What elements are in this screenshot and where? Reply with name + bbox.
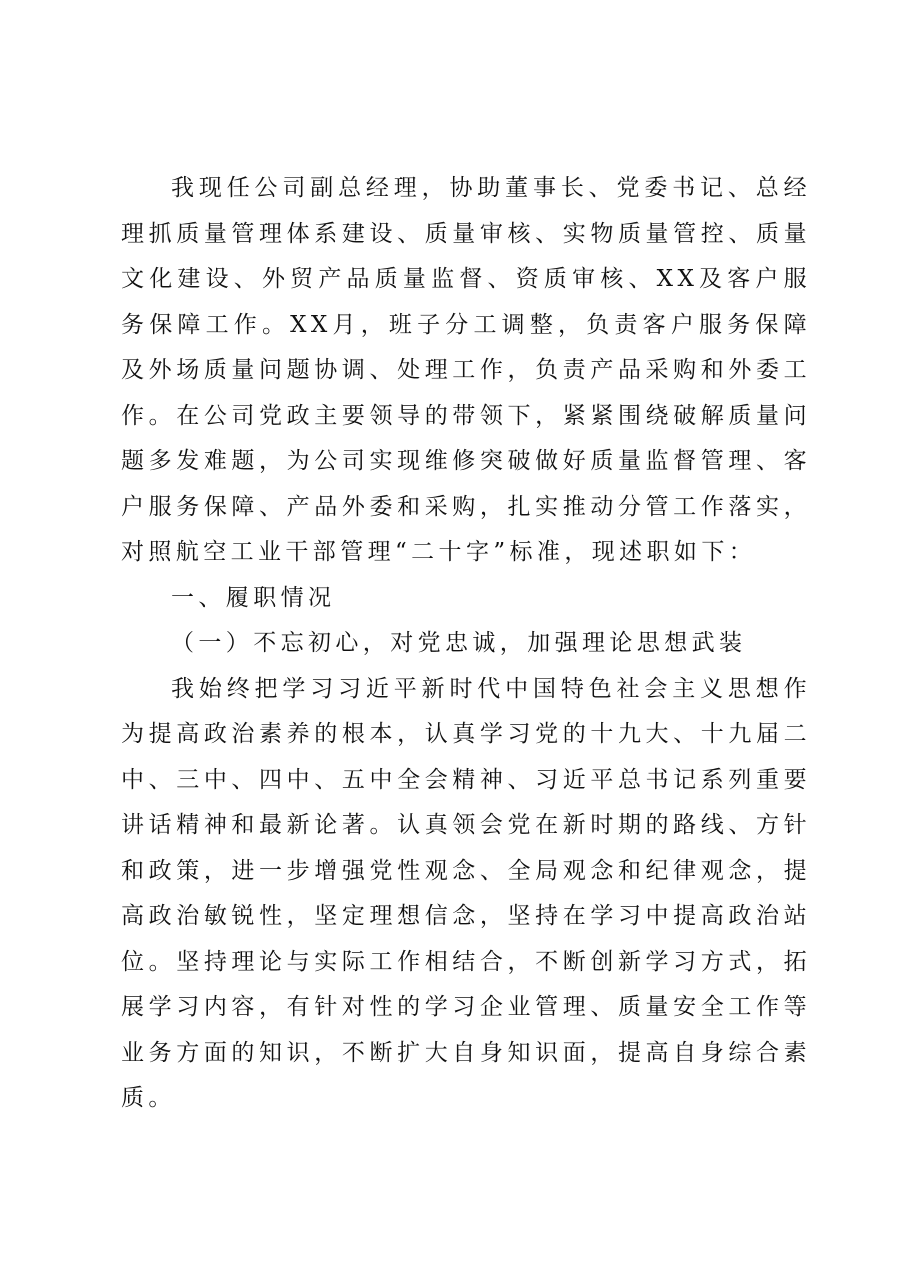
section-heading: 一、履职情况: [171, 584, 336, 611]
document-body: [121, 166, 811, 1122]
body-paragraph: 我始终把学习习近平新时代中国特色社会主义思想作为提高政治素养的根本，认真学习党的十九大、十九届二中、三中、四中、五中全会精神、习近平总书记系列重要讲话精神和最新论著。认真领会党在新时期的路线、方针和政策，进一步增强党性观念、全局观念和纪律观念，提高政治敏锐性，坚定理想信念，坚持在学习中提高政治站位。坚持理论与实际工作相结合，不断创新学习方式，拓展学习内容，有针对性的学习企业管理、质量安全工作等业务方面的知识，不断扩大自身知识面，提高自身综合素质。: [121, 675, 811, 1111]
subsection-heading: （一）不忘初心，对党忠诚，加强理论思想武装: [171, 630, 747, 656]
intro-paragraph: 我现任公司副总经理，协助董事长、党委书记、总经理抓质量管理体系建设、质量审核、实物质量管控、质量文化建设、外贸产品质量监督、资质审核、XX及客户服务保障工作。XX月，班子分工调整，负责客户服务保障及外场质量问题协调、处理工作，负责产品采购和外委工作。在公司党政主要领导的带领下，紧紧围绕破解质量问题多发难题，为公司实现维修突破做好质量监督管理、客户服务保障、产品外委和采购，扎实推动分管工作落实，对照航空工业干部管理“二十字”标准，现述职如下：: [121, 175, 811, 565]
